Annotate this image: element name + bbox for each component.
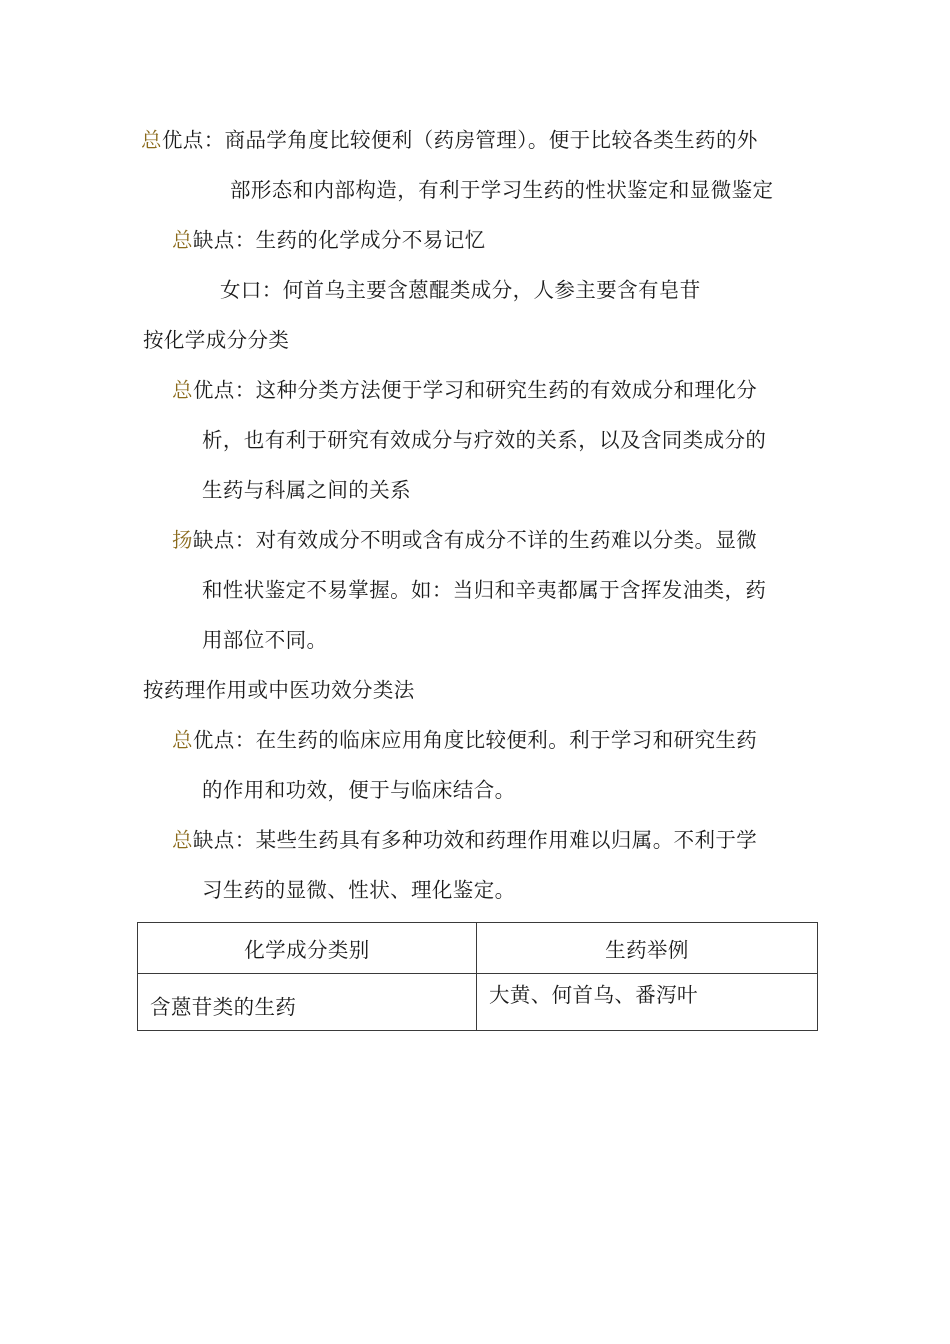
line-text: 和性状鉴定不易掌握。如：当归和辛夷都属于含挥发油类，药 bbox=[202, 578, 767, 602]
line-text: 析，也有利于研究有效成分与疗效的关系，以及含同类成分的 bbox=[202, 428, 767, 452]
line-text: 习生药的显微、性状、理化鉴定。 bbox=[202, 878, 516, 902]
bullet-mark: 总 bbox=[172, 828, 193, 852]
table-header-row bbox=[138, 923, 818, 974]
text-line bbox=[202, 776, 516, 804]
text-line bbox=[202, 626, 327, 654]
text-line bbox=[172, 376, 757, 404]
table-row bbox=[138, 974, 818, 1031]
text-line bbox=[202, 576, 766, 604]
line-text: 按化学成分分类 bbox=[143, 328, 290, 352]
line-text: 缺点：生药的化学成分不易记忆 bbox=[192, 228, 486, 252]
text-line bbox=[172, 226, 486, 254]
text-line bbox=[172, 726, 757, 754]
bullet-mark: 总 bbox=[172, 378, 193, 402]
line-text: 优点：商品学角度比较便利（药房管理）。便于比较各类生药的外 bbox=[161, 128, 758, 152]
bullet-mark: 总 bbox=[172, 728, 193, 752]
text-line bbox=[172, 526, 757, 554]
line-text: 生药与科属之间的关系 bbox=[202, 478, 411, 502]
line-text: 的作用和功效，便于与临床结合。 bbox=[202, 778, 516, 802]
text-line bbox=[172, 826, 757, 854]
section-heading bbox=[143, 676, 415, 704]
table-cell: 含蒽苷类的生药 bbox=[138, 974, 477, 1031]
bullet-mark: 总 bbox=[172, 228, 193, 252]
text-line bbox=[202, 426, 766, 454]
line-text: 缺点：对有效成分不明或含有成分不详的生药难以分类。显微 bbox=[192, 528, 758, 552]
text-line bbox=[202, 876, 516, 904]
line-text: 用部位不同。 bbox=[202, 628, 328, 652]
classification-table bbox=[137, 922, 818, 1031]
line-text: 部形态和内部构造，有利于学习生药的性状鉴定和显微鉴定 bbox=[230, 178, 774, 202]
table-cell: 大黄、何首乌、番泻叶 bbox=[476, 974, 817, 1031]
line-text: 女口：何首乌主要含蒽醌类成分，人参主要含有皂苷 bbox=[220, 278, 701, 302]
text-line bbox=[230, 176, 773, 204]
table-header-cell: 化学成分类别 bbox=[138, 923, 477, 974]
text-line bbox=[220, 276, 701, 304]
text-line bbox=[141, 126, 758, 154]
text-line bbox=[202, 476, 411, 504]
section-heading bbox=[143, 326, 289, 354]
line-text: 按药理作用或中医功效分类法 bbox=[143, 678, 415, 702]
line-text: 优点：在生药的临床应用角度比较便利。利于学习和研究生药 bbox=[192, 728, 758, 752]
bullet-mark: 总 bbox=[141, 128, 162, 152]
table-header-cell: 生药举例 bbox=[476, 923, 817, 974]
line-text: 缺点：某些生药具有多种功效和药理作用难以归属。不利于学 bbox=[192, 828, 758, 852]
line-text: 优点：这种分类方法便于学习和研究生药的有效成分和理化分 bbox=[192, 378, 758, 402]
bullet-mark: 扬 bbox=[172, 528, 193, 552]
